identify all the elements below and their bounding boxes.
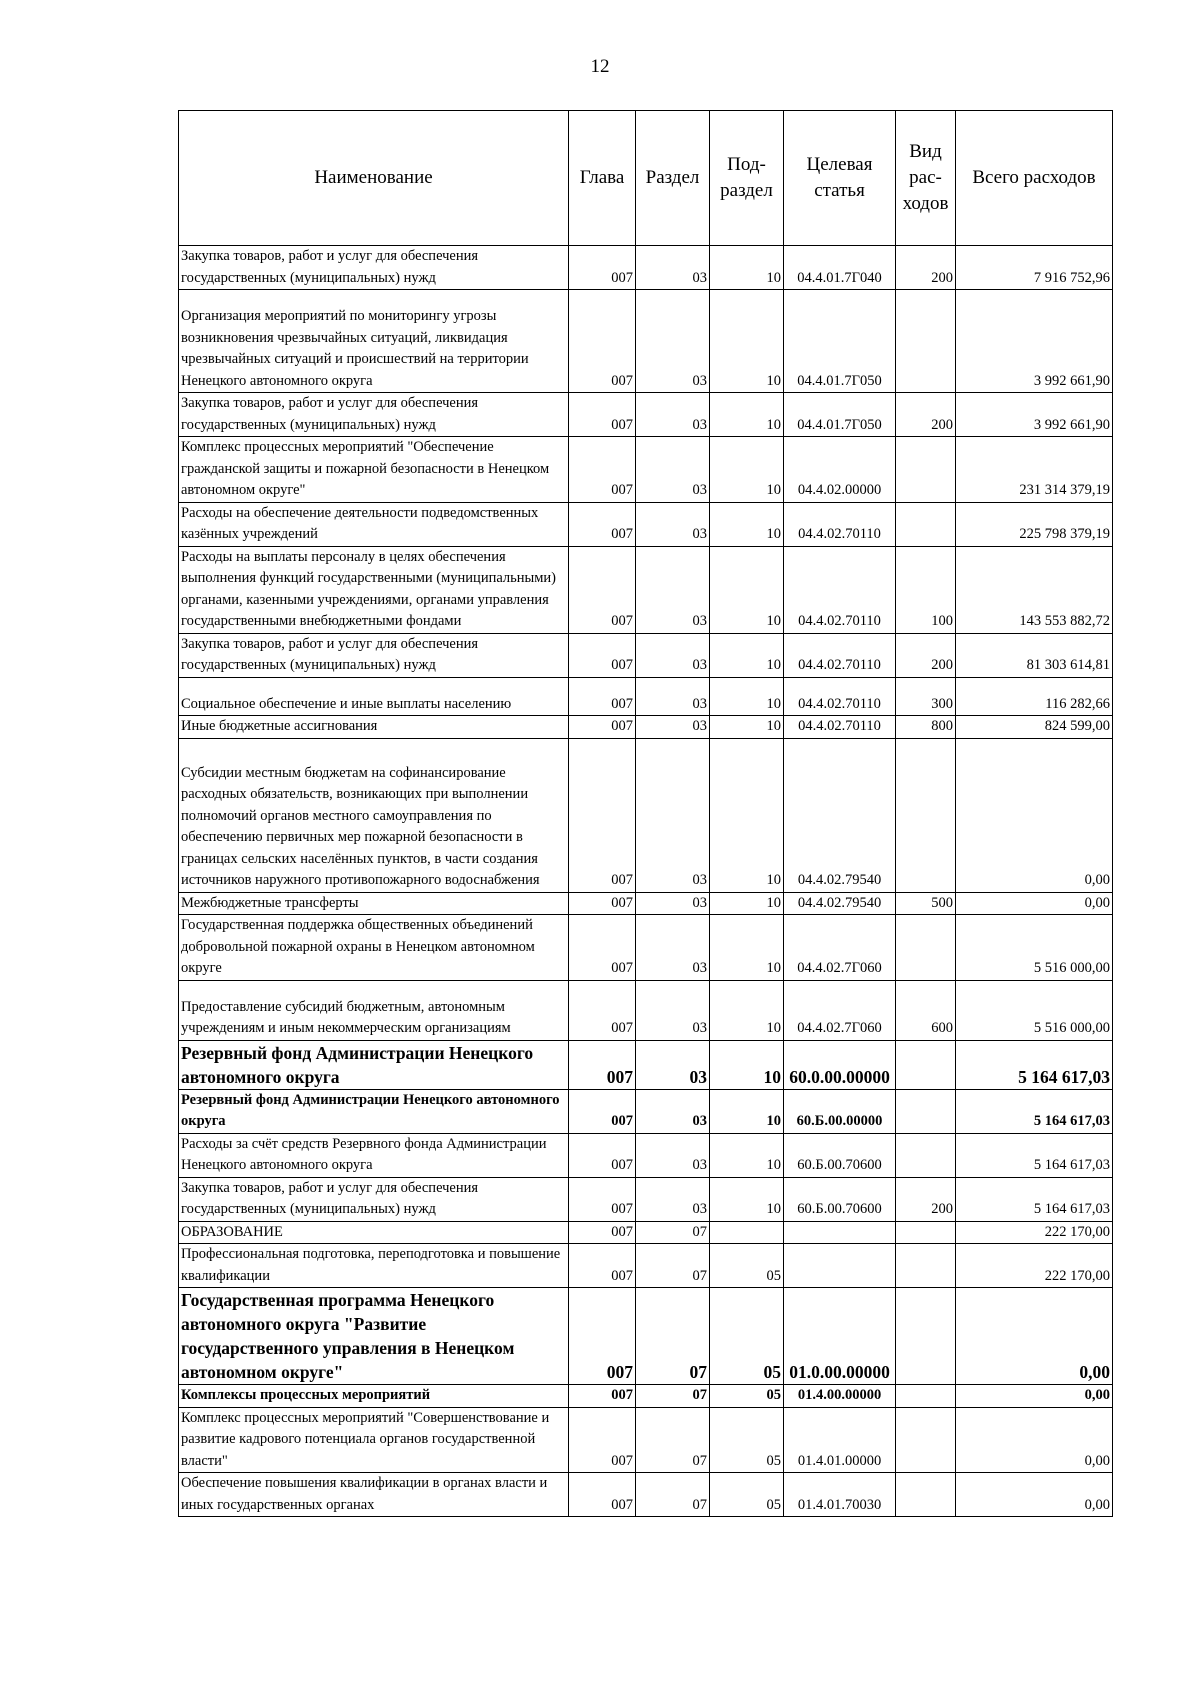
cell-section: 07 [636,1473,710,1517]
cell-total: 5 164 617,03 [956,1177,1113,1221]
cell-type [896,915,956,981]
cell-target: 01.4.01.70030 [784,1473,896,1517]
cell-type: 200 [896,246,956,290]
cell-subsection: 10 [710,633,784,677]
cell-chapter: 007 [569,738,636,892]
cell-total: 5 164 617,03 [956,1133,1113,1177]
table-row [179,633,1113,677]
cell-subsection: 10 [710,246,784,290]
cell-chapter: 007 [569,393,636,437]
cell-target: 60.Б.00.70600 [784,1177,896,1221]
cell-total: 5 516 000,00 [956,915,1113,981]
cell-subsection: 05 [710,1407,784,1473]
cell-name: Профессиональная подготовка, переподготовка и повышение квалификации [179,1244,569,1288]
cell-total: 5 164 617,03 [956,1089,1113,1133]
cell-name: Субсидии местным бюджетам на софинансирование расходных обязательств, возникающих при выполнении полномочий органов местного самоуправления по обеспечению первичных мер пожарной безопасности в границах сельских населённых пунктов, в части создания источников наружного противопожарного водоснабжения [179,738,569,892]
cell-section: 07 [636,1407,710,1473]
cell-type: 800 [896,716,956,739]
cell-subsection: 10 [710,1089,784,1133]
cell-section: 03 [636,246,710,290]
page-number: 12 [590,56,610,77]
cell-name: Социальное обеспечение и иные выплаты населению [179,677,569,716]
cell-target: 04.4.02.79540 [784,738,896,892]
table-row [179,892,1113,915]
cell-type [896,1473,956,1517]
table-row [179,1177,1113,1221]
cell-section: 03 [636,677,710,716]
cell-type [896,1244,956,1288]
cell-type [896,290,956,393]
cell-subsection [710,1221,784,1244]
cell-name: Комплекс процессных мероприятий "Совершенствование и развитие кадрового потенциала органов государственной власти" [179,1407,569,1473]
cell-chapter: 007 [569,290,636,393]
cell-target: 01.4.00.00000 [784,1385,896,1408]
cell-total: 7 916 752,96 [956,246,1113,290]
table-row [179,1385,1113,1408]
cell-total: 5 516 000,00 [956,980,1113,1040]
cell-type [896,1288,956,1385]
table-row [179,915,1113,981]
cell-type: 600 [896,980,956,1040]
table-row [179,393,1113,437]
cell-section: 03 [636,1040,710,1089]
cell-type [896,437,956,503]
cell-section: 03 [636,502,710,546]
header-target: Целевая статья [784,111,896,246]
cell-name: Обеспечение повышения квалификации в органах власти и иных государственных органах [179,1473,569,1517]
cell-name: ОБРАЗОВАНИЕ [179,1221,569,1244]
cell-subsection: 10 [710,980,784,1040]
cell-total: 143 553 882,72 [956,546,1113,633]
table-row [179,246,1113,290]
table-row [179,437,1113,503]
cell-type [896,1040,956,1089]
cell-target: 04.4.02.79540 [784,892,896,915]
cell-section: 03 [636,980,710,1040]
table-row [179,980,1113,1040]
cell-type [896,1407,956,1473]
header-name: Наименование [179,111,569,246]
table-row [179,677,1113,716]
cell-name: Закупка товаров, работ и услуг для обеспечения государственных (муниципальных) нужд [179,633,569,677]
cell-total: 0,00 [956,1385,1113,1408]
cell-chapter: 007 [569,1244,636,1288]
cell-subsection: 10 [710,716,784,739]
cell-name: Иные бюджетные ассигнования [179,716,569,739]
cell-subsection: 05 [710,1473,784,1517]
cell-type [896,1089,956,1133]
cell-subsection: 10 [710,892,784,915]
table-row [179,1288,1113,1385]
cell-section: 03 [636,546,710,633]
table-row [179,738,1113,892]
cell-target: 04.4.02.70110 [784,677,896,716]
cell-name: Закупка товаров, работ и услуг для обеспечения государственных (муниципальных) нужд [179,246,569,290]
header-total: Всего расходов [956,111,1113,246]
cell-chapter: 007 [569,892,636,915]
cell-name: Комплексы процессных мероприятий [179,1385,569,1408]
cell-name: Закупка товаров, работ и услуг для обеспечения государственных (муниципальных) нужд [179,1177,569,1221]
cell-total: 222 170,00 [956,1221,1113,1244]
cell-section: 07 [636,1221,710,1244]
cell-type: 200 [896,1177,956,1221]
table-row [179,1473,1113,1517]
cell-subsection: 10 [710,502,784,546]
cell-name: Расходы за счёт средств Резервного фонда Администрации Ненецкого автономного округа [179,1133,569,1177]
table-body [179,246,1113,1517]
cell-total: 0,00 [956,738,1113,892]
cell-name: Расходы на обеспечение деятельности подведомственных казённых учреждений [179,502,569,546]
cell-subsection: 10 [710,393,784,437]
table-row [179,290,1113,393]
cell-section: 07 [636,1288,710,1385]
cell-target: 60.0.00.00000 [784,1040,896,1089]
header-type: Вид рас- ходов [896,111,956,246]
cell-total: 81 303 614,81 [956,633,1113,677]
cell-target: 04.4.01.7Г050 [784,393,896,437]
table-row [179,1089,1113,1133]
cell-subsection: 05 [710,1385,784,1408]
cell-chapter: 007 [569,980,636,1040]
cell-chapter: 007 [569,1407,636,1473]
cell-type [896,502,956,546]
cell-section: 03 [636,633,710,677]
cell-chapter: 007 [569,1133,636,1177]
cell-subsection: 05 [710,1244,784,1288]
cell-name: Комплекс процессных мероприятий "Обеспечение гражданской защиты и пожарной безопасности в Ненецком автономном округе" [179,437,569,503]
table-row [179,502,1113,546]
cell-target: 04.4.02.00000 [784,437,896,503]
cell-chapter: 007 [569,1221,636,1244]
cell-total: 0,00 [956,1288,1113,1385]
cell-name: Резервный фонд Администрации Ненецкого автономного округа [179,1089,569,1133]
cell-total: 0,00 [956,892,1113,915]
cell-chapter: 007 [569,246,636,290]
cell-subsection: 10 [710,546,784,633]
table-row [179,546,1113,633]
cell-target: 04.4.02.70110 [784,502,896,546]
cell-target: 04.4.02.70110 [784,546,896,633]
table-row [179,1407,1113,1473]
cell-chapter: 007 [569,1177,636,1221]
cell-name: Организация мероприятий по мониторингу угрозы возникновения чрезвычайных ситуаций, ликвидация чрезвычайных ситуаций и происшествий на территории Ненецкого автономного округа [179,290,569,393]
cell-subsection: 10 [710,1177,784,1221]
cell-section: 03 [636,892,710,915]
cell-section: 07 [636,1244,710,1288]
cell-total: 231 314 379,19 [956,437,1113,503]
cell-chapter: 007 [569,502,636,546]
cell-target: 01.0.00.00000 [784,1288,896,1385]
cell-chapter: 007 [569,1473,636,1517]
cell-subsection: 10 [710,1040,784,1089]
cell-target: 04.4.01.7Г050 [784,290,896,393]
cell-name: Резервный фонд Администрации Ненецкого автономного округа [179,1040,569,1089]
cell-subsection: 10 [710,915,784,981]
cell-type [896,1385,956,1408]
cell-target: 04.4.02.7Г060 [784,980,896,1040]
header-chapter: Глава [569,111,636,246]
cell-section: 03 [636,290,710,393]
cell-type [896,1133,956,1177]
cell-total: 0,00 [956,1473,1113,1517]
cell-type [896,1221,956,1244]
cell-target: 04.4.02.70110 [784,633,896,677]
cell-name: Предоставление субсидий бюджетным, автономным учреждениям и иным некоммерческим организациям [179,980,569,1040]
cell-subsection: 10 [710,290,784,393]
cell-chapter: 007 [569,1089,636,1133]
cell-section: 03 [636,1177,710,1221]
cell-section: 07 [636,1385,710,1408]
cell-target: 01.4.01.00000 [784,1407,896,1473]
cell-total: 222 170,00 [956,1244,1113,1288]
cell-type: 300 [896,677,956,716]
cell-type [896,738,956,892]
cell-section: 03 [636,393,710,437]
cell-chapter: 007 [569,1040,636,1089]
cell-type: 100 [896,546,956,633]
cell-total: 3 992 661,90 [956,393,1113,437]
cell-type: 200 [896,633,956,677]
header-subsection: Под- раздел [710,111,784,246]
cell-chapter: 007 [569,677,636,716]
cell-subsection: 10 [710,738,784,892]
table-header-row [179,111,1113,246]
cell-subsection: 10 [710,677,784,716]
table-row [179,716,1113,739]
cell-section: 03 [636,1133,710,1177]
cell-section: 03 [636,437,710,503]
table-row [179,1244,1113,1288]
header-section: Раздел [636,111,710,246]
cell-name: Государственная программа Ненецкого автономного округа "Развитие государственного управления в Ненецком автономном округе" [179,1288,569,1385]
cell-chapter: 007 [569,1385,636,1408]
cell-subsection: 10 [710,1133,784,1177]
cell-name: Расходы на выплаты персоналу в целях обеспечения выполнения функций государственными (муниципальными) органами, казенными учреждениями, органами управления государственными внебюджетными фондами [179,546,569,633]
cell-chapter: 007 [569,633,636,677]
cell-target: 04.4.02.70110 [784,716,896,739]
cell-total: 3 992 661,90 [956,290,1113,393]
cell-name: Межбюджетные трансферты [179,892,569,915]
cell-target: 04.4.02.7Г060 [784,915,896,981]
cell-section: 03 [636,738,710,892]
cell-total: 116 282,66 [956,677,1113,716]
cell-name: Государственная поддержка общественных объединений добровольной пожарной охраны в Ненецком автономном округе [179,915,569,981]
cell-subsection: 05 [710,1288,784,1385]
cell-target: 04.4.01.7Г040 [784,246,896,290]
cell-total: 0,00 [956,1407,1113,1473]
cell-chapter: 007 [569,1288,636,1385]
cell-subsection: 10 [710,437,784,503]
table-row [179,1133,1113,1177]
cell-total: 225 798 379,19 [956,502,1113,546]
cell-total: 5 164 617,03 [956,1040,1113,1089]
table-row [179,1040,1113,1089]
cell-target [784,1244,896,1288]
cell-name: Закупка товаров, работ и услуг для обеспечения государственных (муниципальных) нужд [179,393,569,437]
cell-total: 824 599,00 [956,716,1113,739]
cell-section: 03 [636,716,710,739]
budget-table [178,110,1113,1517]
cell-chapter: 007 [569,437,636,503]
cell-type: 200 [896,393,956,437]
cell-chapter: 007 [569,915,636,981]
cell-target: 60.Б.00.00000 [784,1089,896,1133]
cell-type: 500 [896,892,956,915]
cell-chapter: 007 [569,546,636,633]
cell-section: 03 [636,1089,710,1133]
cell-section: 03 [636,915,710,981]
table-row [179,1221,1113,1244]
cell-chapter: 007 [569,716,636,739]
cell-target: 60.Б.00.70600 [784,1133,896,1177]
cell-target [784,1221,896,1244]
